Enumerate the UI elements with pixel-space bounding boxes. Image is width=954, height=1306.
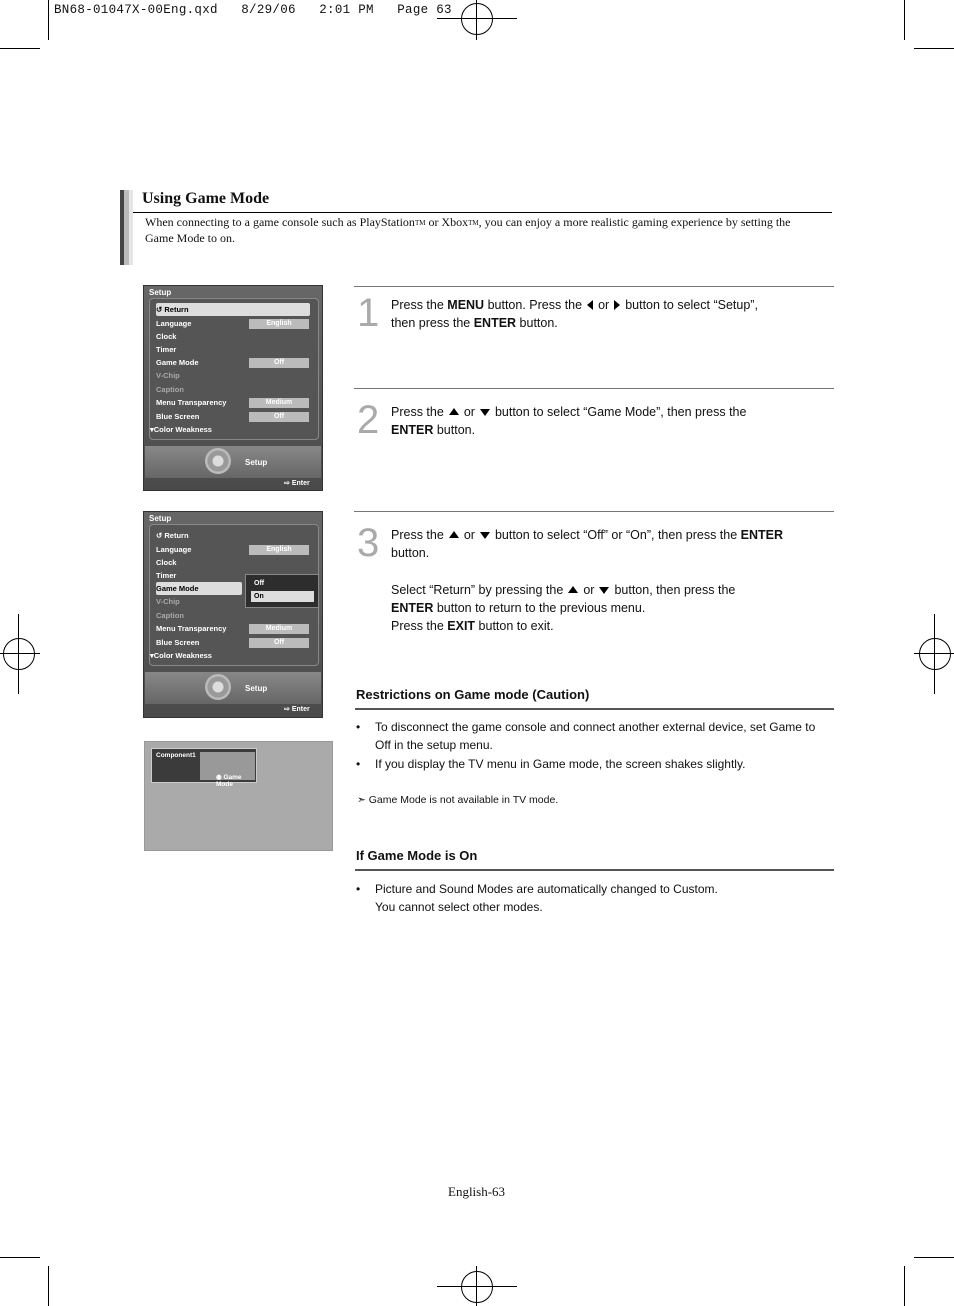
game-mode-popup	[245, 574, 319, 608]
osd-item-color-weakness: ▾Color Weakness	[150, 651, 212, 660]
gear-icon	[205, 448, 231, 474]
enter-icon: ⇨	[284, 706, 292, 713]
game-mode-label: ◉ Game Mode	[216, 774, 242, 788]
tv-screen-game-mode	[144, 741, 333, 851]
crop-mark	[0, 1257, 40, 1258]
osd-item-caption: Caption	[156, 611, 184, 620]
up-arrow-icon	[449, 531, 459, 538]
enter-icon: ⇨	[284, 480, 292, 487]
osd-menu-panel	[149, 524, 319, 666]
osd-item-blue-screen: Blue Screen Off	[156, 636, 310, 649]
page-title: Using Game Mode	[142, 190, 270, 207]
crop-mark	[914, 1257, 954, 1258]
return-icon: ↺	[156, 531, 165, 540]
osd-title: Setup	[149, 514, 172, 523]
left-arrow-icon	[587, 300, 593, 310]
osd-item-language: Language English	[156, 317, 310, 330]
source-info-box	[151, 748, 257, 788]
registration-line	[437, 18, 517, 19]
registration-line	[0, 653, 40, 654]
return-icon: ↺	[156, 305, 165, 314]
registration-mark-icon	[3, 638, 35, 670]
section-rule	[355, 708, 834, 710]
right-arrow-icon	[614, 300, 620, 310]
crop-mark	[904, 0, 905, 40]
list-item: • To disconnect the game console and connect another external device, set Game to Off in the setup menu.	[356, 720, 816, 753]
step-number: 2	[357, 398, 380, 442]
crop-mark	[914, 48, 954, 49]
registration-line	[934, 614, 935, 694]
osd-footer	[145, 672, 321, 704]
title-accent-bar	[120, 190, 133, 265]
osd-item-timer: Timer	[156, 571, 177, 580]
down-arrow-icon	[480, 532, 490, 539]
osd-item-menu-transparency: Menu Transparency Medium	[156, 396, 310, 409]
registration-mark-icon	[461, 1271, 493, 1303]
list-item: • Picture and Sound Modes are automatically changed to Custom. You cannot select other modes.	[356, 882, 718, 915]
osd-enter-hint: ⇨ Enter	[284, 480, 310, 487]
crop-mark	[48, 1266, 49, 1306]
osd-item-menu-transparency: Menu Transparency Medium	[156, 622, 310, 635]
osd-footer	[145, 446, 321, 478]
osd-enter-hint: ⇨ Enter	[284, 706, 310, 713]
osd-item-timer: Timer	[156, 345, 177, 354]
registration-mark-icon	[919, 638, 951, 670]
up-arrow-icon	[449, 408, 459, 415]
down-arrow-icon	[480, 409, 490, 416]
osd-item-clock: Clock	[156, 332, 177, 341]
step-rule	[354, 286, 834, 287]
step-number: 3	[357, 521, 380, 565]
osd-item-color-weakness: ▾Color Weakness	[150, 425, 212, 434]
if-on-heading: If Game Mode is On	[356, 848, 478, 863]
registration-line	[476, 0, 477, 40]
osd-setup-menu-1	[143, 285, 323, 491]
step-rule	[354, 511, 834, 512]
print-header: BN68-01047X-00Eng.qxd 8/29/06 2:01 PM Page 63	[54, 3, 452, 17]
up-arrow-icon	[568, 586, 578, 593]
arrow-down-icon: ▾	[150, 425, 154, 434]
list-item: • If you display the TV menu in Game mode, the screen shakes slightly.	[356, 757, 746, 771]
crop-mark	[904, 1266, 905, 1306]
crop-mark	[48, 0, 49, 40]
osd-item-v-chip: V-Chip	[156, 371, 180, 380]
down-arrow-icon	[599, 587, 609, 594]
gear-icon	[205, 674, 231, 700]
osd-item-language: Language English	[156, 543, 310, 556]
popup-option-on: On	[251, 591, 314, 602]
osd-setup-menu-2	[143, 511, 323, 718]
registration-mark-icon	[461, 3, 493, 35]
osd-item-game-mode: Game Mode	[156, 582, 242, 595]
page-number: English-63	[448, 1184, 506, 1199]
section-rule	[355, 869, 834, 871]
registration-line	[437, 1286, 517, 1287]
registration-line	[914, 653, 954, 654]
osd-item-return: ↺ Return	[156, 531, 189, 540]
osd-menu-panel	[149, 298, 319, 440]
step-2-text: Press the or button to select “Game Mode”, then press the ENTER button.	[391, 405, 747, 438]
crop-mark	[0, 48, 40, 49]
osd-footer-label: Setup	[245, 684, 268, 693]
registration-line	[18, 614, 19, 694]
intro-paragraph: When connecting to a game console such as PlayStationTM or XboxTM, you can enjoy a more realistic gaming experience by setting the Game Mode to on.	[145, 215, 791, 245]
step-3-text: Press the or button to select “Off” or “On”, then press the ENTER button. Select “Return” by pressing the or button, then press the ENTER button to return to the previous menu. Press the EXIT button to exit.	[391, 528, 784, 634]
step-1-text: Press the MENU button. Press the or button to select “Setup”, then press the ENTER button.	[391, 298, 758, 331]
osd-item-v-chip: V-Chip	[156, 597, 180, 606]
gamepad-icon: ◉	[216, 774, 224, 781]
step-rule	[354, 388, 834, 389]
osd-footer-label: Setup	[245, 458, 268, 467]
osd-item-game-mode: Game Mode Off	[156, 356, 310, 369]
restrictions-heading: Restrictions on Game mode (Caution)	[356, 687, 590, 702]
osd-item-clock: Clock	[156, 558, 177, 567]
popup-option-off: Off	[254, 580, 265, 587]
note-arrow-icon: ➣	[357, 794, 366, 806]
title-rule	[133, 212, 832, 213]
osd-item-blue-screen: Blue Screen Off	[156, 410, 310, 423]
osd-item-caption: Caption	[156, 385, 184, 394]
arrow-down-icon: ▾	[150, 651, 154, 660]
osd-title: Setup	[149, 288, 172, 297]
step-number: 1	[357, 291, 380, 335]
note: ➣ Game Mode is not available in TV mode.	[357, 794, 559, 806]
osd-item-return: ↺ Return	[156, 303, 310, 316]
source-label: Component1	[156, 752, 196, 759]
